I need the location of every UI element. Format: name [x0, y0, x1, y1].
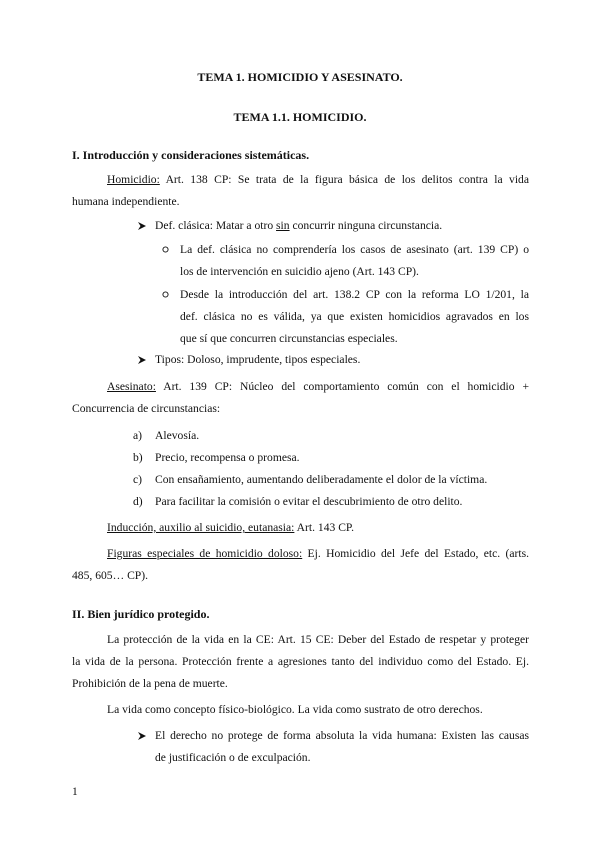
- circle-bullet-icon: [162, 291, 169, 298]
- homicidio-label: Homicidio:: [107, 173, 160, 186]
- induccion: [107, 521, 529, 534]
- section-2-heading: II. Bien jurídico protegido.: [72, 607, 210, 621]
- tipos: Tipos: Doloso, imprudente, tipos especiales.: [155, 353, 361, 366]
- para1-line-2: la vida de la persona. Protección frente a agresiones tanto del individuo como del Estado. Ej.: [72, 655, 529, 668]
- list-item-b: Precio, recompensa o promesa.: [155, 451, 300, 464]
- list-letter-d: d): [133, 495, 143, 508]
- list-letter-c: c): [133, 473, 143, 486]
- bullet-line-2: de justificación o de exculpación.: [155, 751, 311, 764]
- figuras-text: Ej. Homicidio del Jefe del Estado, etc. (arts.: [302, 547, 529, 560]
- homicidio-line-2: humana independiente.: [72, 195, 180, 208]
- list-item-d: Para facilitar la comisión o evitar el descubrimiento de otro delito.: [155, 495, 463, 508]
- def-clasica-sin: sin: [276, 219, 290, 232]
- page-number: 1: [72, 786, 78, 798]
- sub2-line-1: Desde la introducción del art. 138.2 CP con la reforma LO 1/201, la: [180, 288, 529, 301]
- list-letter-b: b): [133, 451, 143, 464]
- figuras-line-1: [107, 547, 529, 560]
- homicidio-text: Art. 138 CP: Se trata de la figura básica de los delitos contra la vida: [159, 173, 529, 186]
- arrow-bullet-icon: [137, 355, 147, 365]
- induccion-text: Art. 143 CP.: [294, 521, 354, 534]
- list-item-a: Alevosía.: [155, 429, 200, 442]
- arrow-bullet-icon: [137, 731, 147, 741]
- sub-title: TEMA 1.1. HOMICIDIO.: [233, 110, 367, 124]
- def-clasica: [155, 219, 529, 232]
- asesinato-line-1: [107, 380, 529, 393]
- sub1-line-2: los de intervención en suicidio ajeno (Art. 143 CP).: [180, 265, 419, 278]
- asesinato-line-2: Concurrencia de circunstancias:: [72, 402, 221, 415]
- sub1-line-1: La def. clásica no comprendería los casos de asesinato (art. 139 CP) o: [180, 243, 529, 256]
- sub2-line-2: def. clásica no es válida, ya que existen homicidios agravados en los: [180, 310, 529, 323]
- para1-line-3: Prohibición de la pena de muerte.: [72, 677, 228, 690]
- bullet-line-1: El derecho no protege de forma absoluta la vida humana: Existen las causas: [155, 729, 529, 742]
- arrow-bullet-icon: [137, 221, 147, 231]
- main-title: TEMA 1. HOMICIDIO Y ASESINATO.: [197, 70, 403, 84]
- sub2-line-3: que sí que concurren circunstancias especiales.: [180, 332, 398, 345]
- list-item-c: Con ensañamiento, aumentando deliberadamente el dolor de la víctima.: [155, 473, 488, 486]
- section-1-heading: I. Introducción y consideraciones sistemáticas.: [72, 148, 310, 162]
- def-clasica-post: concurrir ninguna circunstancia.: [289, 219, 443, 232]
- list-letter-a: a): [133, 429, 143, 442]
- induccion-label: Inducción, auxilio al suicidio, eutanasia:: [107, 521, 295, 534]
- para1-line-1: La protección de la vida en la CE: Art. 15 CE: Deber del Estado de respetar y proteger: [107, 633, 529, 646]
- def-clasica-pre: Def. clásica: Matar a otro: [155, 219, 277, 232]
- figuras-label: Figuras especiales de homicidio doloso:: [107, 547, 303, 560]
- homicidio-line-1: [107, 173, 529, 186]
- figuras-line-2: 485, 605… CP).: [72, 569, 149, 582]
- asesinato-text: Art. 139 CP: Núcleo del comportamiento común con el homicidio +: [155, 380, 529, 393]
- asesinato-label: Asesinato:: [107, 380, 156, 393]
- para2: La vida como concepto físico-biológico. La vida como sustrato de otro derechos.: [107, 703, 483, 716]
- circle-bullet-icon: [162, 246, 169, 253]
